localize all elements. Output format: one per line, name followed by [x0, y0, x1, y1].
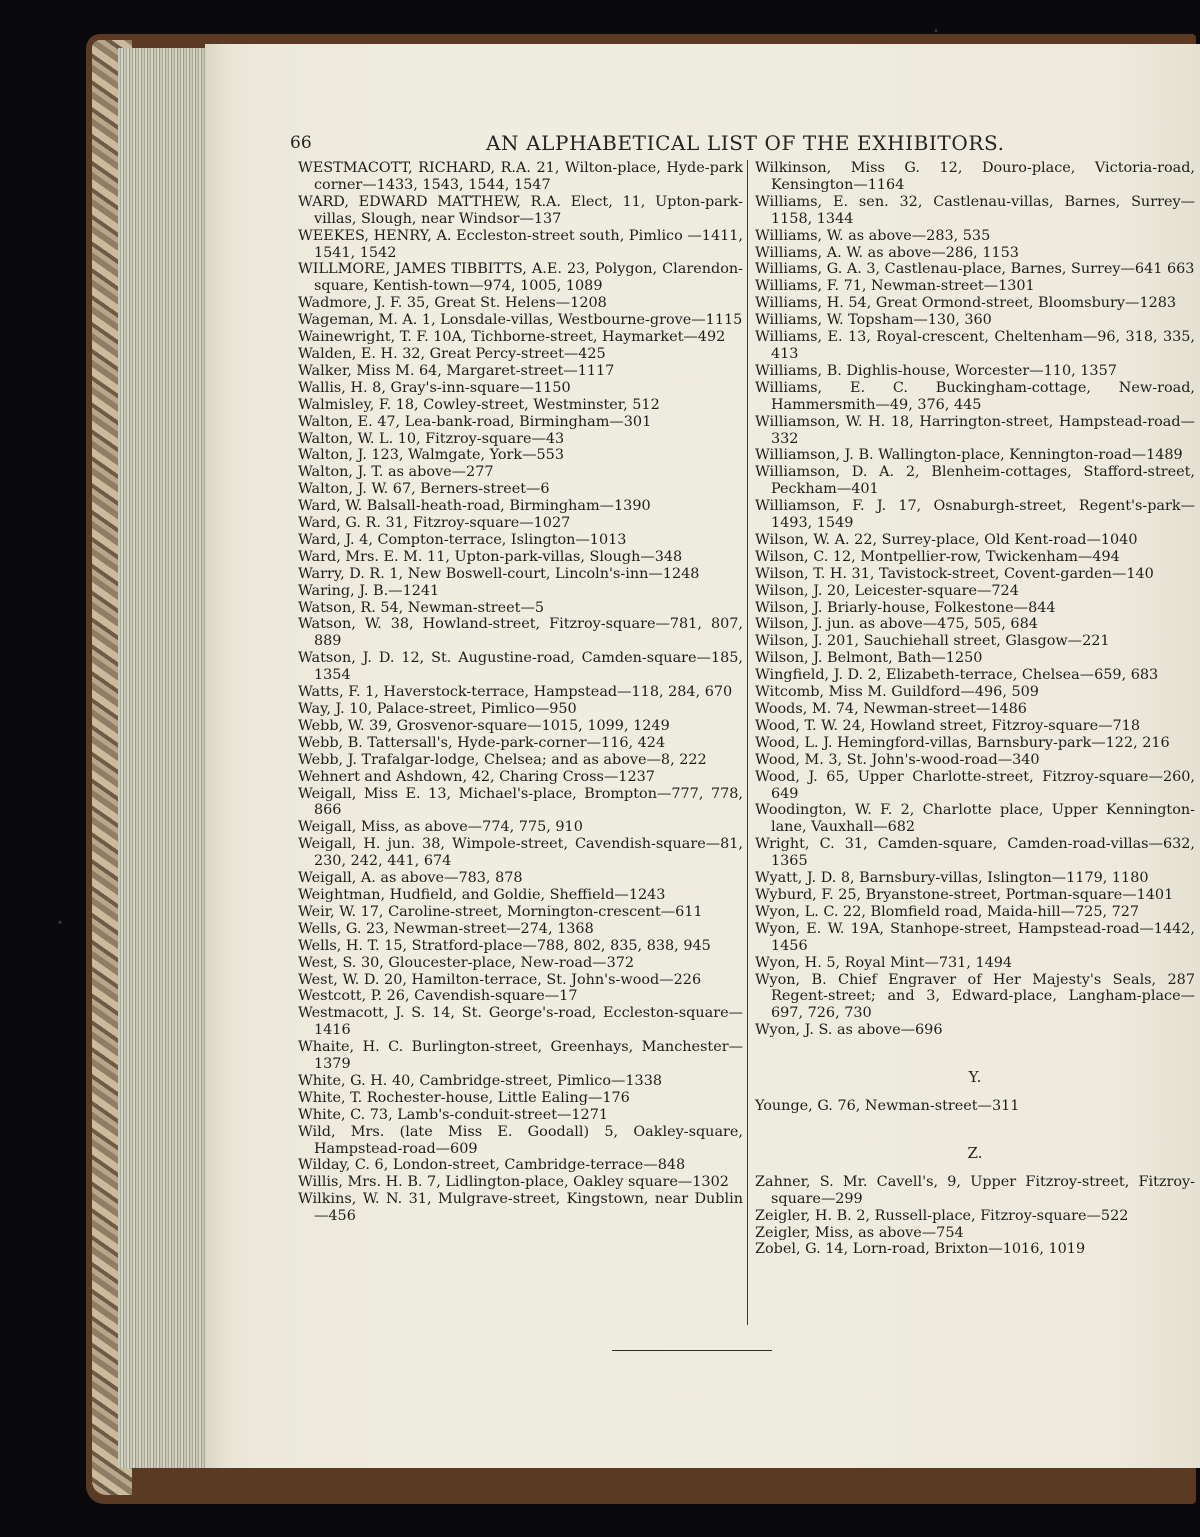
list-entry: Witcomb, Miss M. Guildford—496, 509 [755, 684, 1039, 701]
list-entry: White, C. 73, Lamb's-conduit-street—1271 [298, 1106, 609, 1123]
list-entry: Wilson, C. 12, Montpellier-row, Twickenham—494 [755, 548, 1120, 565]
list-entry: Webb, J. Trafalgar-lodge, Chelsea; and as above—8, 222 [298, 751, 707, 768]
list-entry: Ward, Mrs. E. M. 11, Upton-park-villas, Slough—348 [298, 548, 683, 565]
list-entry: Wyatt, J. D. 8, Barnsbury-villas, Islington—1179, 1180 [755, 870, 1149, 887]
list-entry: Wyon, B. Chief Engraver of Her Majesty's Seals, 287 Regent-street; and 3, Edward-place, Langham-place—697, 726, 730 [755, 971, 1195, 1022]
list-entry: Williamson, F. J. 17, Osnaburgh-street, Regent's-park—1493, 1549 [755, 498, 1195, 532]
running-title: AN ALPHABETICAL LIST OF THE EXHIBITORS. [486, 131, 1005, 155]
list-entry: Warry, D. R. 1, New Boswell-court, Lincoln's-inn—1248 [298, 565, 700, 582]
list-entry: Williamson, W. H. 18, Harrington-street, Hampstead-road—332 [755, 413, 1195, 447]
list-entry: Woodington, W. F. 2, Charlotte place, Upper Kennington-lane, Vauxhall—682 [755, 802, 1195, 836]
list-entry: Wild, Mrs. (late Miss E. Goodall) 5, Oakley-square, Hampstead-road—609 [298, 1123, 743, 1157]
list-entry: Wyon, L. C. 22, Blomfield road, Maida-hill—725, 727 [755, 903, 1140, 920]
list-entry: Weigall, H. jun. 38, Wimpole-street, Cavendish-square—81, 230, 242, 441, 674 [298, 836, 743, 870]
list-entry: Wells, G. 23, Newman-street—274, 1368 [298, 920, 594, 937]
list-entry: Waring, J. B.—1241 [298, 582, 440, 599]
list-entry: Walden, E. H. 32, Great Percy-street—425 [298, 345, 606, 362]
list-entry: Wingfield, J. D. 2, Elizabeth-terrace, Chelsea—659, 683 [755, 667, 1159, 684]
list-entry: Whaite, H. C. Burlington-street, Greenhays, Manchester—1379 [298, 1039, 743, 1073]
list-entry: Williams, G. A. 3, Castlenau-place, Barnes, Surrey—641 663 [755, 261, 1195, 278]
list-entry: White, T. Rochester-house, Little Ealing—176 [298, 1089, 630, 1106]
list-entry: Williams, E. C. Buckingham-cottage, New-road, Hammersmith—49, 376, 445 [755, 379, 1195, 413]
list-entry: Wright, C. 31, Camden-square, Camden-road-villas—632, 1365 [755, 836, 1195, 870]
list-entry: Wilson, J. 201, Sauchiehall street, Glasgow—221 [755, 633, 1110, 650]
list-entry: Walton, J. W. 67, Berners-street—6 [298, 481, 550, 498]
list-entry: Younge, G. 76, Newman-street—311 [755, 1098, 1020, 1115]
list-entry: Wilkins, W. N. 31, Mulgrave-street, Kingstown, near Dublin—456 [298, 1191, 743, 1225]
list-entry: Wells, H. T. 15, Stratford-place—788, 802, 835, 838, 945 [298, 937, 711, 954]
list-entry: Williams, E. sen. 32, Castlenau-villas, Barnes, Surrey—1158, 1344 [755, 193, 1195, 227]
list-entry: Zobel, G. 14, Lorn-road, Brixton—1016, 1019 [755, 1241, 1086, 1258]
page-header [290, 131, 1190, 157]
list-entry: Wehnert and Ashdown, 42, Charing Cross—1237 [298, 768, 655, 785]
list-entry: Walton, W. L. 10, Fitzroy-square—43 [298, 430, 565, 447]
list-entry: Ward, W. Balsall-heath-road, Birmingham—1390 [298, 498, 651, 515]
list-entry: Williams, W. as above—283, 535 [755, 227, 991, 244]
list-entry: WEEKES, HENRY, A. Eccleston-street south, Pimlico —1411, 1541, 1542 [298, 227, 743, 261]
list-entry: Williams, W. Topsham—130, 360 [755, 312, 992, 329]
list-entry: Zahner, S. Mr. Cavell's, 9, Upper Fitzroy-street, Fitzroy-square—299 [755, 1173, 1195, 1207]
list-entry: Webb, B. Tattersall's, Hyde-park-corner—116, 424 [298, 734, 666, 751]
list-entry: WARD, EDWARD MATTHEW, R.A. Elect, 11, Upton-park-villas, Slough, near Windsor—137 [298, 193, 743, 227]
list-entry: Westcott, P. 26, Cavendish-square—17 [298, 988, 578, 1005]
list-entry: Webb, W. 39, Grosvenor-square—1015, 1099, 1249 [298, 717, 670, 734]
list-entry: Wyon, E. W. 19A, Stanhope-street, Hampstead-road—1442, 1456 [755, 920, 1195, 954]
list-entry: Westmacott, J. S. 14, St. George's-road, Eccleston-square—1416 [298, 1005, 743, 1039]
list-entry: Wilday, C. 6, London-street, Cambridge-terrace—848 [298, 1157, 686, 1174]
list-entry: Williams, B. Dighlis-house, Worcester—110, 1357 [755, 362, 1117, 379]
list-entry: West, W. D. 20, Hamilton-terrace, St. John's-wood—226 [298, 971, 702, 988]
list-entry: Willis, Mrs. H. B. 7, Lidlington-place, Oakley square—1302 [298, 1174, 729, 1191]
list-entry: Wyon, J. S. as above—696 [755, 1022, 943, 1039]
list-entry: Williams, H. 54, Great Ormond-street, Bloomsbury—1283 [755, 295, 1177, 312]
section-heading-y: Y. [968, 1068, 982, 1087]
list-entry: Wyburd, F. 25, Bryanstone-street, Portman-square—1401 [755, 886, 1174, 903]
list-entry: Wood, T. W. 24, Howland street, Fitzroy-square—718 [755, 717, 1140, 734]
list-entry: Wageman, M. A. 1, Lonsdale-villas, Westbourne-grove—1115 [298, 312, 743, 329]
list-entry: White, G. H. 40, Cambridge-street, Pimlico—1338 [298, 1072, 663, 1089]
page-edges [118, 48, 208, 1468]
list-entry: Wadmore, J. F. 35, Great St. Helens—1208 [298, 295, 607, 312]
list-entry: Watson, J. D. 12, St. Augustine-road, Camden-square—185, 1354 [298, 650, 743, 684]
list-entry: Wilson, J. jun. as above—475, 505, 684 [755, 616, 1038, 633]
list-entry: Watson, W. 38, Howland-street, Fitzroy-square—781, 807, 889 [298, 616, 743, 650]
left-column [298, 160, 743, 1225]
list-entry: Weigall, A. as above—783, 878 [298, 870, 523, 887]
end-rule [612, 1350, 772, 1351]
list-entry: Ward, G. R. 31, Fitzroy-square—1027 [298, 515, 571, 532]
list-entry: WILLMORE, JAMES TIBBITTS, A.E. 23, Polygon, Clarendon-square, Kentish-town—974, 1005, 1089 [298, 261, 743, 295]
list-entry: Williams, A. W. as above—286, 1153 [755, 244, 1019, 261]
list-entry: Williams, E. 13, Royal-crescent, Cheltenham—96, 318, 335, 413 [755, 329, 1195, 362]
list-entry: Wood, M. 3, St. John's-wood-road—340 [755, 751, 1040, 768]
list-entry: Wilson, T. H. 31, Tavistock-street, Covent-garden—140 [755, 565, 1154, 582]
list-entry: Wyon, H. 5, Royal Mint—731, 1494 [755, 954, 1013, 971]
list-entry: Weigall, Miss, as above—774, 775, 910 [298, 819, 583, 836]
list-entry: Weightman, Hudfield, and Goldie, Sheffield—1243 [298, 886, 666, 903]
list-entry: Wainewright, T. F. 10A, Tichborne-street, Haymarket—492 [298, 329, 726, 346]
list-entry: Walton, E. 47, Lea-bank-road, Birmingham—301 [298, 413, 652, 430]
list-entry: Watts, F. 1, Haverstock-terrace, Hampstead—118, 284, 670 [298, 684, 733, 701]
list-entry: Wood, L. J. Hemingford-villas, Barnsbury-park—122, 216 [755, 734, 1170, 751]
section-heading-z: Z. [967, 1143, 983, 1162]
list-entry: WESTMACOTT, RICHARD, R.A. 21, Wilton-place, Hyde-park corner—1433, 1543, 1544, 1547 [298, 160, 743, 193]
list-entry: Wilson, J. Briarly-house, Folkestone—844 [755, 599, 1056, 616]
list-entry: Wilkinson, Miss G. 12, Douro-place, Victoria-road, Kensington—1164 [755, 160, 1195, 193]
list-entry: Wood, J. 65, Upper Charlotte-street, Fitzroy-square—260, 649 [755, 768, 1195, 802]
list-entry: West, S. 30, Gloucester-place, New-road—372 [298, 954, 635, 971]
list-entry: Way, J. 10, Palace-street, Pimlico—950 [298, 701, 577, 717]
list-entry: Ward, J. 4, Compton-terrace, Islington—1013 [298, 531, 627, 548]
list-entry: Walmisley, F. 18, Cowley-street, Westminster, 512 [298, 396, 660, 413]
list-entry: Weigall, Miss E. 13, Michael's-place, Brompton—777, 778, 866 [298, 785, 743, 819]
list-entry: Walker, Miss M. 64, Margaret-street—1117 [298, 362, 615, 379]
page-number: 66 [290, 133, 312, 153]
list-entry: Wilson, J. Belmont, Bath—1250 [755, 650, 983, 667]
list-entry: Zeigler, Miss, as above—754 [755, 1224, 964, 1241]
list-entry: Woods, M. 74, Newman-street—1486 [755, 701, 1027, 717]
list-entry: Wilson, W. A. 22, Surrey-place, Old Kent-road—1040 [755, 531, 1138, 548]
list-entry: Walton, J. 123, Walmgate, York—553 [298, 447, 564, 464]
list-entry: Wilson, J. 20, Leicester-square—724 [755, 582, 1019, 599]
list-entry: Walton, J. T. as above—277 [298, 464, 494, 481]
list-entry: Zeigler, H. B. 2, Russell-place, Fitzroy-square—522 [755, 1207, 1129, 1224]
right-column [755, 160, 1195, 1258]
list-entry: Williams, F. 71, Newman-street—1301 [755, 278, 1035, 295]
column-divider [747, 160, 748, 1325]
list-entry: Weir, W. 17, Caroline-street, Mornington-crescent—611 [298, 903, 703, 920]
list-entry: Wallis, H. 8, Gray's-inn-square—1150 [298, 379, 571, 396]
list-entry: Watson, R. 54, Newman-street—5 [298, 599, 545, 616]
list-entry: Williamson, J. B. Wallington-place, Kennington-road—1489 [755, 447, 1183, 464]
list-entry: Williamson, D. A. 2, Blenheim-cottages, Stafford-street, Peckham—401 [755, 464, 1195, 498]
